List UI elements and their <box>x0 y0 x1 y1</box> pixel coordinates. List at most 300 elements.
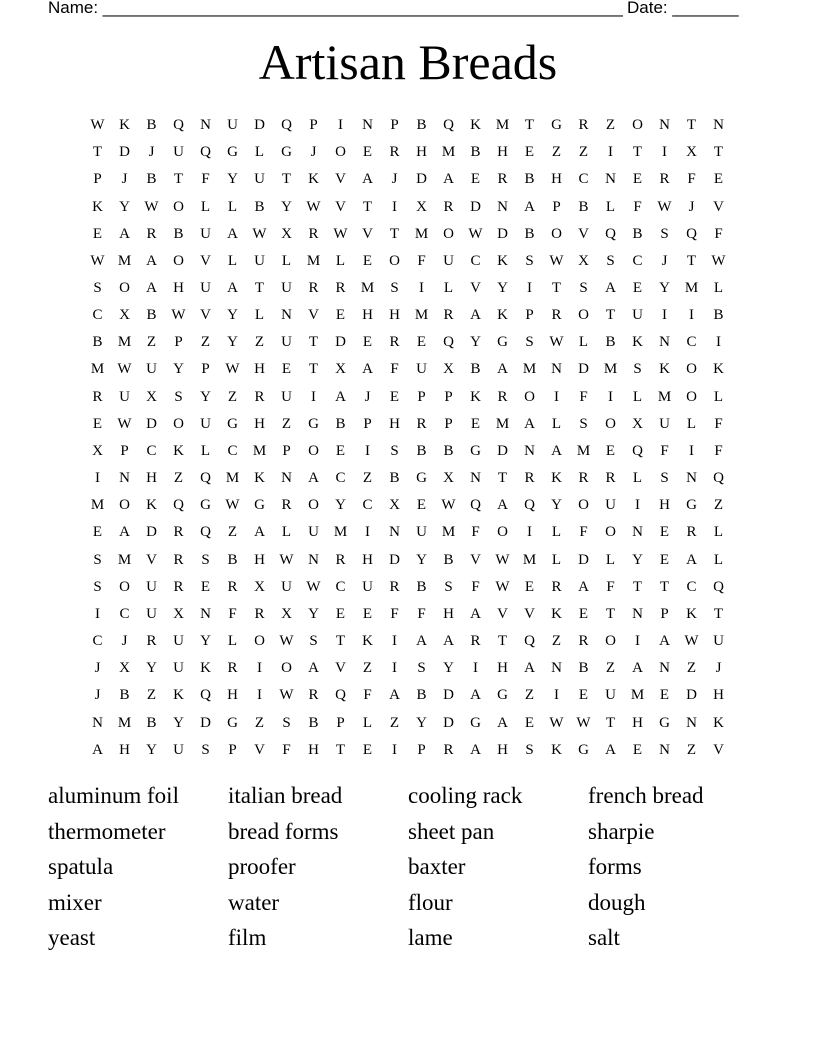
grid-letter: Q <box>713 470 724 487</box>
grid-letter: R <box>389 578 400 595</box>
grid-letter: E <box>92 225 103 242</box>
grid-letter: F <box>633 198 642 215</box>
grid-letter: E <box>578 687 589 704</box>
grid-letter: N <box>713 117 724 134</box>
grid-letter: Y <box>200 633 211 650</box>
grid-letter: J <box>94 660 101 677</box>
grid-letter: Y <box>173 714 184 731</box>
grid-letter: L <box>605 551 616 568</box>
grid-letter: C <box>146 442 157 459</box>
word-bank-item: lame <box>408 925 453 950</box>
grid-letter: S <box>579 415 588 432</box>
grid-letter: I <box>662 307 667 324</box>
word-bank-item: water <box>228 889 280 915</box>
grid-letter: A <box>146 252 157 269</box>
grid-row <box>84 411 732 438</box>
grid-letter: R <box>686 524 697 541</box>
grid-letter: Z <box>227 388 238 405</box>
grid-letter: W <box>549 334 564 351</box>
grid-letter: M <box>306 252 321 269</box>
grid-letter: E <box>281 361 292 378</box>
grid-letter: A <box>335 388 346 405</box>
grid-letter: K <box>632 334 643 351</box>
grid-letter: O <box>119 497 130 514</box>
grid-letter: N <box>632 605 643 622</box>
grid-letter: R <box>443 307 454 324</box>
grid-letter: Z <box>686 660 697 677</box>
grid-letter: U <box>227 117 238 134</box>
grid-letter: S <box>174 388 183 405</box>
grid-letter: O <box>578 307 589 324</box>
grid-letter: I <box>662 144 667 161</box>
grid-letter: A <box>92 741 103 758</box>
grid-letter: G <box>416 470 427 487</box>
grid-letter: I <box>311 388 316 405</box>
grid-letter: K <box>470 388 481 405</box>
grid-letter: X <box>443 361 454 378</box>
grid-letter: E <box>578 605 589 622</box>
grid-letter: L <box>713 524 724 541</box>
grid-letter: I <box>95 470 100 487</box>
grid-letter: E <box>362 741 373 758</box>
grid-letter: I <box>608 388 613 405</box>
grid-letter: Z <box>605 117 616 134</box>
grid-letter: X <box>578 252 589 269</box>
grid-letter: S <box>390 442 399 459</box>
grid-letter: Y <box>551 497 562 514</box>
grid-letter: I <box>365 442 370 459</box>
word-bank-item: italian bread <box>228 783 343 808</box>
grid-letter: O <box>173 415 184 432</box>
grid-letter: L <box>227 252 238 269</box>
grid-letter: B <box>335 415 346 432</box>
grid-letter: M <box>90 361 105 378</box>
grid-letter: X <box>416 198 427 215</box>
grid-letter: R <box>443 198 454 215</box>
grid-letter: E <box>362 605 373 622</box>
grid-letter: Q <box>173 497 184 514</box>
grid-letter: W <box>684 633 699 650</box>
grid-letter: N <box>308 551 319 568</box>
grid-letter: U <box>200 280 211 297</box>
grid-letter: E <box>389 388 400 405</box>
grid-letter: V <box>362 225 373 242</box>
grid-letter: P <box>552 198 561 215</box>
grid-letter: R <box>308 225 319 242</box>
grid-letter: I <box>689 307 694 324</box>
grid-letter: H <box>254 415 265 432</box>
grid-letter: L <box>578 334 589 351</box>
grid-letter: Y <box>335 497 346 514</box>
grid-letter: S <box>525 741 534 758</box>
grid-letter: U <box>146 578 157 595</box>
grid-letter: S <box>201 741 210 758</box>
grid-letter: C <box>362 497 373 514</box>
grid-letter: U <box>281 578 292 595</box>
grid-letter: D <box>389 551 400 568</box>
grid-letter: M <box>414 307 429 324</box>
grid-letter: I <box>527 524 532 541</box>
grid-letter: U <box>632 307 643 324</box>
grid-letter: U <box>173 633 184 650</box>
grid-letter: N <box>281 470 292 487</box>
grid-letter: Y <box>443 660 454 677</box>
grid-letter: F <box>714 415 723 432</box>
grid-letter: D <box>146 524 157 541</box>
grid-letter: Z <box>200 334 211 351</box>
grid-letter: Z <box>362 660 373 677</box>
grid-letter: M <box>630 687 645 704</box>
grid-letter: B <box>578 660 589 677</box>
grid-letter: E <box>659 524 670 541</box>
grid-letter: W <box>576 714 591 731</box>
grid-letter: W <box>279 687 294 704</box>
grid-letter: G <box>227 714 238 731</box>
grid-letter: L <box>551 551 562 568</box>
grid-letter: O <box>551 225 562 242</box>
grid-letter: P <box>417 388 426 405</box>
grid-row <box>84 438 732 465</box>
grid-letter: A <box>605 280 616 297</box>
grid-row <box>84 574 732 601</box>
grid-row <box>84 682 732 709</box>
grid-letter: M <box>495 117 510 134</box>
grid-letter: J <box>391 171 398 188</box>
grid-letter: M <box>441 144 456 161</box>
word-bank-item: spatula <box>48 854 114 879</box>
grid-letter: H <box>497 144 508 161</box>
grid-row <box>84 519 732 546</box>
grid-letter: O <box>173 198 184 215</box>
grid-letter: P <box>444 415 453 432</box>
grid-letter: T <box>362 198 373 215</box>
grid-letter: R <box>416 415 427 432</box>
grid-row <box>84 275 732 302</box>
grid-letter: H <box>227 687 238 704</box>
grid-letter: S <box>579 280 588 297</box>
grid-letter: O <box>389 252 400 269</box>
grid-letter: V <box>308 307 319 324</box>
grid-letter: I <box>554 687 559 704</box>
grid-letter: T <box>605 714 616 731</box>
page-title: Artisan Breads <box>258 34 558 90</box>
grid-letter: N <box>200 117 211 134</box>
grid-letter: W <box>144 198 159 215</box>
grid-letter: S <box>93 578 102 595</box>
grid-letter: T <box>497 633 508 650</box>
grid-letter: R <box>551 578 562 595</box>
grid-letter: A <box>146 280 157 297</box>
grid-letter: R <box>254 605 265 622</box>
grid-letter: Y <box>146 741 157 758</box>
grid-letter: E <box>632 280 643 297</box>
grid-letter: S <box>309 633 318 650</box>
grid-letter: A <box>470 307 481 324</box>
grid-letter: R <box>551 307 562 324</box>
grid-letter: D <box>578 361 589 378</box>
grid-letter: V <box>200 307 211 324</box>
grid-letter: O <box>119 578 130 595</box>
grid-letter: Q <box>443 117 454 134</box>
grid-letter: Y <box>470 334 481 351</box>
grid-letter: F <box>471 578 480 595</box>
grid-letter: I <box>635 497 640 514</box>
grid-letter: A <box>443 171 454 188</box>
grid-letter: K <box>551 741 562 758</box>
word-bank-item: proofer <box>228 854 296 879</box>
grid-letter: D <box>416 171 427 188</box>
grid-letter: L <box>551 415 562 432</box>
grid-letter: N <box>362 117 373 134</box>
grid-letter: N <box>659 660 670 677</box>
grid-row <box>84 737 732 764</box>
grid-letter: B <box>146 171 157 188</box>
grid-letter: A <box>119 524 130 541</box>
grid-letter: T <box>254 280 265 297</box>
grid-letter: L <box>443 280 454 297</box>
grid-letter: Y <box>227 334 238 351</box>
grid-letter: H <box>308 741 319 758</box>
grid-letter: K <box>119 117 130 134</box>
grid-letter: J <box>94 687 101 704</box>
grid-letter: R <box>173 578 184 595</box>
grid-letter: W <box>279 551 294 568</box>
grid-letter: C <box>686 578 697 595</box>
grid-letter: V <box>335 171 346 188</box>
grid-letter: Z <box>281 415 292 432</box>
grid-letter: T <box>335 741 346 758</box>
grid-letter: R <box>497 171 508 188</box>
grid-letter: N <box>524 442 535 459</box>
word-bank-item: thermometer <box>48 818 166 844</box>
grid-letter: M <box>225 470 240 487</box>
grid-letter: K <box>308 171 319 188</box>
grid-letter: R <box>308 687 319 704</box>
grid-letter: E <box>92 415 103 432</box>
grid-letter: B <box>443 551 454 568</box>
grid-letter: O <box>632 117 643 134</box>
grid-letter: V <box>335 198 346 215</box>
grid-letter: E <box>416 497 427 514</box>
grid-letter: I <box>419 280 424 297</box>
grid-letter: B <box>146 714 157 731</box>
grid-letter: F <box>579 524 588 541</box>
grid-letter: B <box>416 687 427 704</box>
grid-letter: M <box>684 280 699 297</box>
grid-letter: G <box>254 497 265 514</box>
grid-letter: S <box>660 470 669 487</box>
grid-letter: W <box>90 117 105 134</box>
grid-letter: A <box>497 361 508 378</box>
grid-letter: Q <box>686 225 697 242</box>
grid-letter: B <box>632 225 643 242</box>
grid-letter: K <box>254 470 265 487</box>
grid-letter: H <box>362 551 373 568</box>
grid-letter: W <box>495 551 510 568</box>
grid-letter: U <box>443 252 454 269</box>
grid-letter: M <box>603 361 618 378</box>
grid-row <box>84 112 732 139</box>
grid-letter: H <box>389 415 400 432</box>
grid-letter: W <box>90 252 105 269</box>
grid-letter: T <box>686 117 697 134</box>
grid-letter: Y <box>200 388 211 405</box>
grid-letter: R <box>227 660 238 677</box>
grid-letter: S <box>282 714 291 731</box>
grid-letter: P <box>309 117 318 134</box>
grid-letter: T <box>92 144 103 161</box>
grid-letter: V <box>146 551 157 568</box>
grid-letter: R <box>578 117 589 134</box>
grid-letter: O <box>119 280 130 297</box>
grid-letter: O <box>335 144 346 161</box>
grid-letter: I <box>527 280 532 297</box>
grid-letter: U <box>254 171 265 188</box>
grid-letter: R <box>524 470 535 487</box>
grid-letter: F <box>579 388 588 405</box>
grid-letter: C <box>119 605 130 622</box>
grid-letter: R <box>227 578 238 595</box>
grid-letter: A <box>362 361 373 378</box>
grid-letter: S <box>606 252 615 269</box>
grid-letter: R <box>92 388 103 405</box>
word-bank-item: sharpie <box>588 818 655 844</box>
grid-letter: R <box>146 225 157 242</box>
grid-letter: Y <box>308 605 319 622</box>
grid-letter: Z <box>389 714 400 731</box>
grid-letter: R <box>254 388 265 405</box>
grid-letter: N <box>551 361 562 378</box>
grid-letter: F <box>687 171 696 188</box>
grid-letter: E <box>200 578 211 595</box>
grid-letter: Z <box>524 687 535 704</box>
grid-letter: K <box>200 660 211 677</box>
grid-letter: U <box>119 388 130 405</box>
grid-letter: P <box>417 741 426 758</box>
grid-letter: X <box>686 144 697 161</box>
grid-letter: E <box>470 415 481 432</box>
grid-letter: I <box>608 144 613 161</box>
grid-letter: H <box>173 280 184 297</box>
grid-letter: C <box>470 252 481 269</box>
grid-letter: W <box>225 361 240 378</box>
grid-letter: P <box>282 442 291 459</box>
grid-letter: Z <box>173 470 184 487</box>
grid-letter: F <box>201 171 210 188</box>
grid-letter: A <box>578 578 589 595</box>
grid-letter: I <box>392 741 397 758</box>
grid-letter: Q <box>200 524 211 541</box>
grid-letter: X <box>281 225 292 242</box>
grid-letter: F <box>282 741 291 758</box>
grid-letter: Y <box>659 280 670 297</box>
grid-letter: R <box>389 334 400 351</box>
word-bank-item: dough <box>588 889 646 915</box>
grid-letter: A <box>470 741 481 758</box>
grid-letter: O <box>686 388 697 405</box>
grid-letter: B <box>227 551 238 568</box>
grid-letter: V <box>470 551 481 568</box>
grid-letter: V <box>497 605 508 622</box>
grid-letter: A <box>254 524 265 541</box>
grid-letter: K <box>497 252 508 269</box>
grid-letter: D <box>200 714 211 731</box>
grid-letter: X <box>173 605 184 622</box>
grid-letter: A <box>308 470 319 487</box>
grid-letter: Y <box>497 280 508 297</box>
grid-letter: E <box>605 442 616 459</box>
grid-letter: H <box>389 307 400 324</box>
grid-letter: I <box>95 605 100 622</box>
grid-letter: N <box>605 171 616 188</box>
grid-letter: L <box>632 470 643 487</box>
grid-letter: R <box>281 497 292 514</box>
grid-letter: K <box>713 714 724 731</box>
word-bank-item: forms <box>588 854 642 879</box>
grid-letter: T <box>605 605 616 622</box>
grid-letter: T <box>686 252 697 269</box>
grid-letter: H <box>254 361 265 378</box>
grid-letter: U <box>200 225 211 242</box>
grid-letter: B <box>416 442 427 459</box>
grid-letter: W <box>117 361 132 378</box>
grid-letter: E <box>470 171 481 188</box>
grid-letter: S <box>660 225 669 242</box>
grid-letter: Z <box>146 687 157 704</box>
grid-letter: H <box>497 741 508 758</box>
grid-letter: M <box>495 415 510 432</box>
grid-letter: N <box>389 524 400 541</box>
grid-letter: N <box>632 524 643 541</box>
grid-letter: Q <box>281 117 292 134</box>
grid-letter: F <box>417 252 426 269</box>
grid-letter: M <box>117 714 132 731</box>
grid-letter: Z <box>551 144 562 161</box>
grid-letter: X <box>92 442 103 459</box>
grid-letter: M <box>117 551 132 568</box>
grid-letter: L <box>227 198 238 215</box>
grid-letter: L <box>281 524 292 541</box>
grid-letter: Z <box>605 660 616 677</box>
grid-letter: Q <box>443 334 454 351</box>
grid-letter: Z <box>227 524 238 541</box>
grid-letter: G <box>497 687 508 704</box>
grid-letter: R <box>173 551 184 568</box>
grid-row <box>84 384 732 411</box>
grid-letter: I <box>257 687 262 704</box>
grid-letter: A <box>659 633 670 650</box>
grid-letter: H <box>146 470 157 487</box>
grid-letter: B <box>713 307 724 324</box>
grid-letter: C <box>227 442 238 459</box>
grid-letter: A <box>686 551 697 568</box>
grid-letter: O <box>173 252 184 269</box>
word-bank-item: baxter <box>408 854 466 879</box>
grid-letter: I <box>392 198 397 215</box>
grid-row <box>84 709 732 736</box>
grid-letter: Z <box>254 714 265 731</box>
grid-letter: L <box>605 198 616 215</box>
grid-letter: M <box>360 280 375 297</box>
grid-letter: B <box>605 334 616 351</box>
grid-letter: Q <box>524 497 535 514</box>
grid-letter: C <box>686 334 697 351</box>
grid-letter: H <box>362 307 373 324</box>
grid-letter: L <box>713 280 724 297</box>
grid-letter: Y <box>416 551 427 568</box>
grid-letter: K <box>173 442 184 459</box>
grid-letter: G <box>227 144 238 161</box>
